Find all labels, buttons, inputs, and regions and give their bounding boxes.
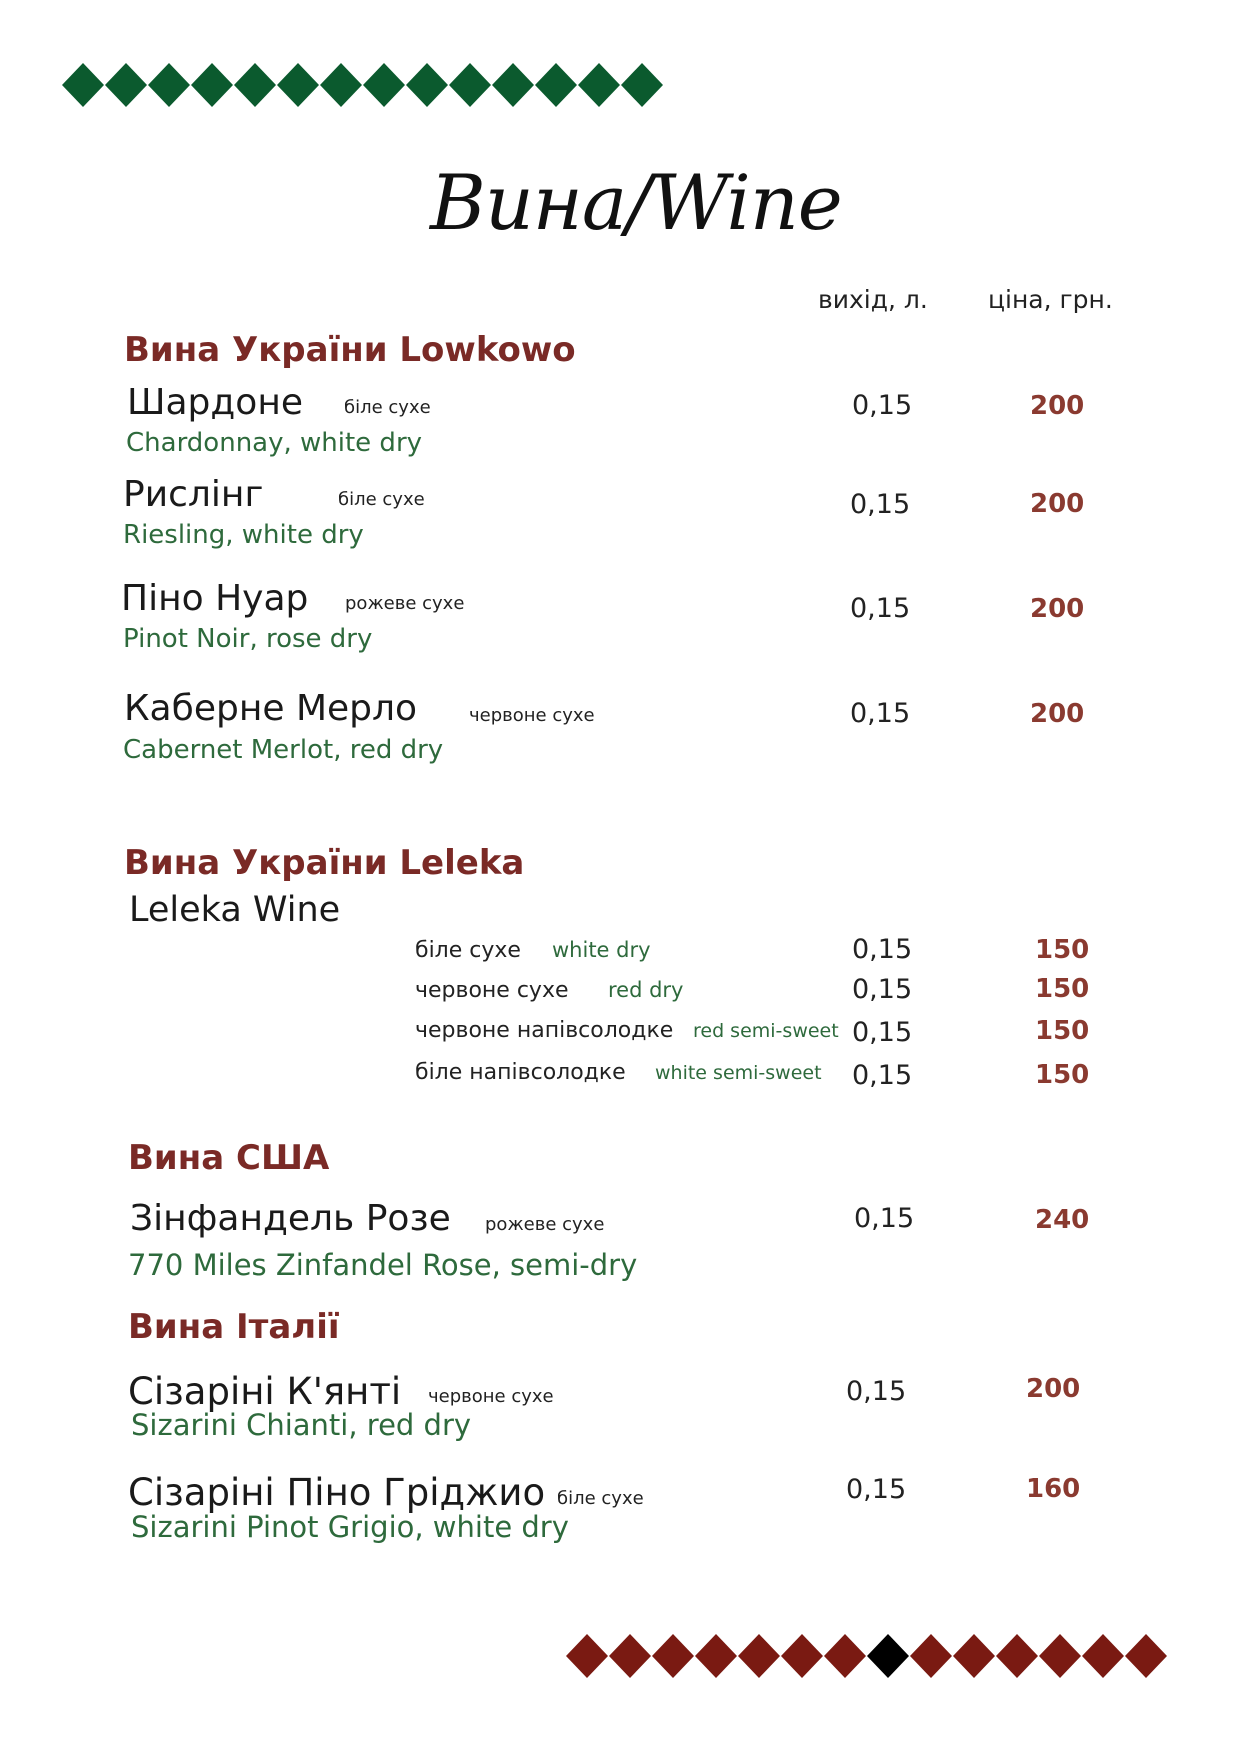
diamond-icon (148, 63, 190, 107)
diamond-icon (652, 1634, 694, 1678)
wine-type-ua: рожеве сухе (485, 1214, 605, 1235)
wine-price: 200 (1030, 391, 1085, 421)
wine-name-en: Chardonnay, white dry (126, 428, 423, 458)
diamond-icon (695, 1634, 737, 1678)
wine-price: 240 (1035, 1205, 1090, 1235)
wine-type-ua: біле сухе (338, 489, 425, 510)
section-title-usa: Вина США (128, 1138, 330, 1178)
leleka-price: 150 (1035, 935, 1090, 965)
diamond-icon (535, 63, 577, 107)
leleka-type-en: red dry (608, 978, 684, 1002)
section-title-italy: Вина Італії (128, 1307, 340, 1347)
leleka-volume: 0,15 (852, 1060, 913, 1091)
leleka-volume: 0,15 (852, 934, 913, 965)
diamond-icon (62, 63, 104, 107)
wine-volume: 0,15 (854, 1203, 915, 1234)
wine-name-en: 770 Miles Zinfandel Rose, semi-dry (128, 1248, 638, 1282)
wine-price: 200 (1026, 1374, 1081, 1404)
diamond-icon (1082, 1634, 1124, 1678)
leleka-type-ua: червоне напівсолодке (415, 1018, 674, 1043)
wine-name-en: Sizarini Chianti, red dry (131, 1408, 472, 1442)
diamond-icon (449, 63, 491, 107)
diamond-icon (578, 63, 620, 107)
leleka-wine-name: Leleka Wine (129, 890, 341, 930)
diamond-icon (277, 63, 319, 107)
diamond-icon (824, 1634, 866, 1678)
diamond-icon (910, 1634, 952, 1678)
diamond-icon (566, 1634, 608, 1678)
wine-name-ua: Каберне Мерло (124, 688, 418, 729)
wine-name-en: Cabernet Merlot, red dry (123, 735, 444, 765)
wine-type-ua: біле сухе (344, 397, 431, 418)
diamond-icon (320, 63, 362, 107)
wine-volume: 0,15 (850, 698, 911, 729)
diamond-icon (738, 1634, 780, 1678)
top-diamond-border (62, 63, 666, 107)
wine-price: 200 (1030, 489, 1085, 519)
diamond-icon (406, 63, 448, 107)
wine-volume: 0,15 (846, 1376, 907, 1407)
diamond-icon (1039, 1634, 1081, 1678)
leleka-type-en: red semi-sweet (693, 1020, 839, 1042)
leleka-type-en: white dry (552, 938, 651, 962)
diamond-icon (621, 63, 663, 107)
wine-type-ua: червоне сухе (428, 1386, 554, 1407)
wine-volume: 0,15 (846, 1474, 907, 1505)
wine-name-en: Riesling, white dry (123, 520, 364, 550)
wine-name-en: Pinot Noir, rose dry (123, 624, 373, 654)
diamond-icon (234, 63, 276, 107)
leleka-price: 150 (1035, 1016, 1090, 1046)
diamond-icon (363, 63, 405, 107)
leleka-type-ua: біле сухе (415, 938, 521, 963)
leleka-type-en: white semi-sweet (655, 1062, 822, 1084)
wine-price: 200 (1030, 699, 1085, 729)
wine-price: 160 (1026, 1474, 1081, 1504)
leleka-type-ua: червоне сухе (415, 978, 569, 1003)
wine-volume: 0,15 (852, 390, 913, 421)
wine-name-ua: Шардоне (127, 382, 304, 423)
diamond-icon (781, 1634, 823, 1678)
section-title-leleka: Вина України Leleka (124, 843, 525, 883)
wine-volume: 0,15 (850, 489, 911, 520)
page-title: Вина/Wine (430, 158, 842, 247)
diamond-icon (609, 1634, 651, 1678)
bottom-diamond-border (566, 1634, 1170, 1678)
wine-type-ua: червоне сухе (469, 705, 595, 726)
leleka-price: 150 (1035, 1060, 1090, 1090)
section-title-lowkowo: Вина України Lowkowo (124, 330, 576, 370)
diamond-icon (953, 1634, 995, 1678)
diamond-icon (867, 1634, 909, 1678)
wine-price: 200 (1030, 594, 1085, 624)
diamond-icon (1125, 1634, 1167, 1678)
volume-column-header: вихід, л. (818, 285, 928, 314)
leleka-volume: 0,15 (852, 974, 913, 1005)
diamond-icon (492, 63, 534, 107)
wine-type-ua: біле сухе (557, 1488, 644, 1509)
price-column-header: ціна, грн. (988, 285, 1113, 314)
leleka-type-ua: біле напівсолодке (415, 1060, 626, 1085)
wine-name-ua: Зінфандель Розе (130, 1198, 451, 1239)
wine-name-en: Sizarini Pinot Grigio, white dry (131, 1510, 569, 1544)
wine-name-ua: Піно Нуар (121, 578, 309, 619)
wine-name-ua: Сізаріні Піно Гріджио (128, 1471, 546, 1514)
wine-type-ua: рожеве сухе (345, 593, 465, 614)
diamond-icon (105, 63, 147, 107)
wine-name-ua: Сізаріні К'янті (128, 1370, 402, 1413)
diamond-icon (996, 1634, 1038, 1678)
leleka-price: 150 (1035, 974, 1090, 1004)
diamond-icon (191, 63, 233, 107)
leleka-volume: 0,15 (852, 1017, 913, 1048)
wine-volume: 0,15 (850, 593, 911, 624)
wine-name-ua: Рислінг (123, 474, 264, 515)
